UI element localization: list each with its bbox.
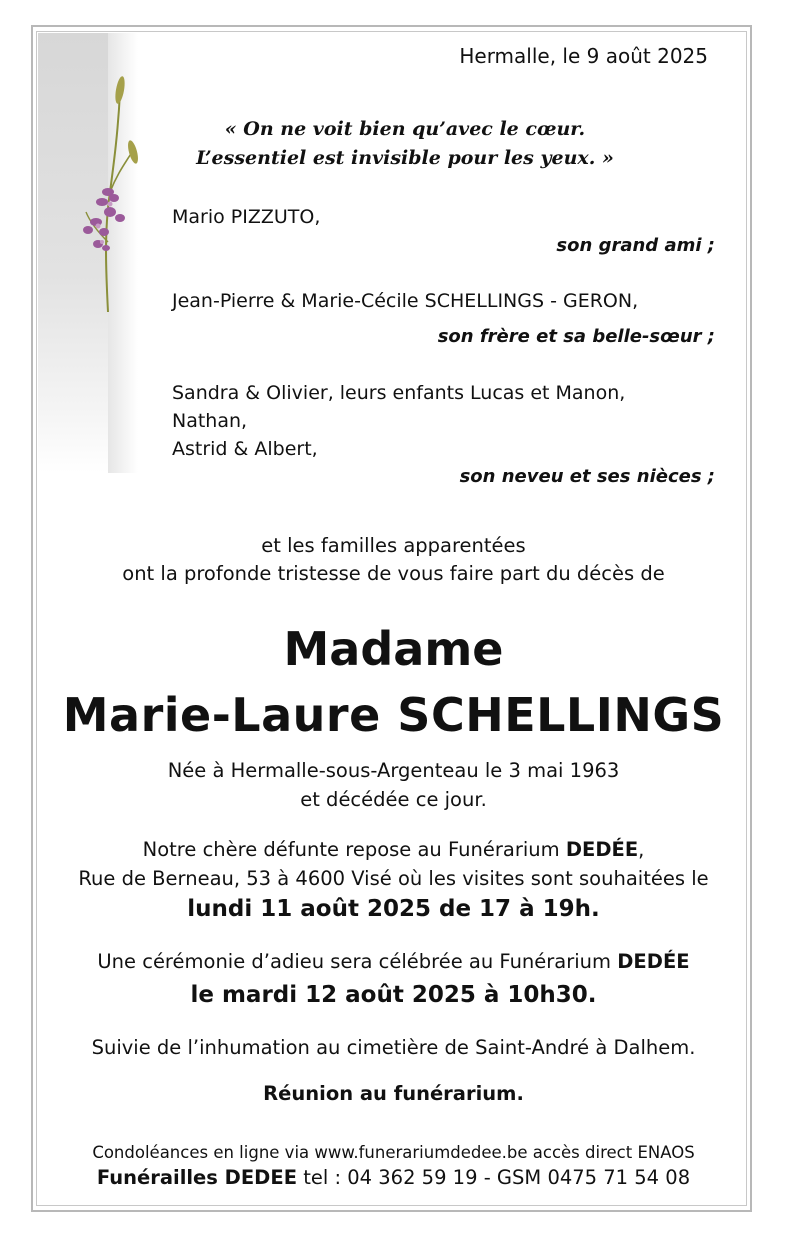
visitation-comma: , (638, 838, 645, 861)
family-name-3b: Nathan, (172, 410, 248, 432)
ceremony-text: Une cérémonie d’adieu sera célébrée au Funérarium (97, 950, 618, 973)
funeral-home-name: DEDÉE (565, 838, 639, 861)
family-name-2: Jean-Pierre & Marie-Cécile SCHELLINGS - GERON, (172, 290, 639, 312)
birth-line: Née à Hermalle-sous-Argenteau le 3 mai 1963 (167, 759, 620, 782)
visitation-when: lundi 11 août 2025 de 17 à 19h. (187, 896, 600, 922)
burial-line: Suivie de l’inhumation au cimetière de Saint-André à Dalhem. (91, 1036, 696, 1059)
quote-line-2: L’essentiel est invisible pour les yeux. » (196, 147, 614, 169)
date-line: Hermalle, le 9 août 2025 (459, 44, 708, 68)
footer-contact (0, 1166, 787, 1189)
reunion-line: Réunion au funérarium. (263, 1082, 524, 1105)
family-name-3c: Astrid & Albert, (172, 438, 318, 460)
family-relation-3: son neveu et ses nièces ; (459, 466, 715, 487)
visitation-line-2: Rue de Berneau, 53 à 4600 Visé où les visites sont souhaitées le (78, 867, 709, 890)
company-name: Funérailles DEDEE (96, 1166, 298, 1189)
family-relation-1: son grand ami ; (556, 235, 715, 256)
ceremony-funeral-home: DEDÉE (617, 950, 690, 973)
deceased-title: Madame (283, 622, 504, 676)
deceased-name: Marie-Laure SCHELLINGS (62, 688, 725, 742)
intro-line-1: et les familles apparentées (261, 534, 526, 557)
violet-flower-icon (68, 72, 148, 317)
family-relation-2: son frère et sa belle-sœur ; (437, 326, 715, 347)
family-name-3a: Sandra & Olivier, leurs enfants Lucas et Manon, (172, 382, 626, 404)
family-name-1: Mario PIZZUTO, (172, 206, 321, 228)
death-line: et décédée ce jour. (300, 788, 487, 811)
intro-line-2: ont la profonde tristesse de vous faire part du décès de (122, 562, 665, 585)
condolences-line: Condoléances en ligne via www.funerariumdedee.be accès direct ENAOS (92, 1143, 695, 1162)
ceremony-line (0, 950, 787, 973)
visitation-text: Notre chère défunte repose au Funérarium (142, 838, 566, 861)
visitation-line-1 (0, 838, 787, 861)
ceremony-when: le mardi 12 août 2025 à 10h30. (190, 982, 597, 1008)
quote (0, 115, 787, 173)
phone-numbers: tel : 04 362 59 19 - GSM 0475 71 54 08 (297, 1166, 691, 1189)
quote-line-1: « On ne voit bien qu’avec le cœur. (224, 118, 586, 140)
